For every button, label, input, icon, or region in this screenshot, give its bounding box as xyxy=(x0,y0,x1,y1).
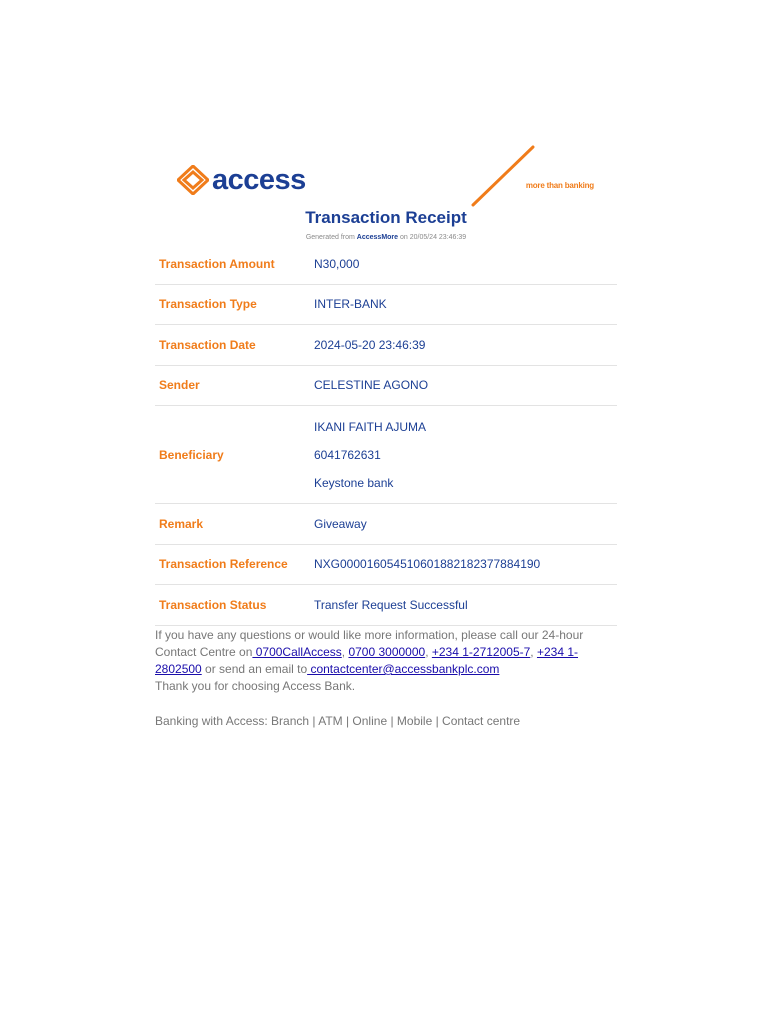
row-transaction-date xyxy=(155,325,617,366)
value-beneficiary xyxy=(314,420,426,490)
generated-note xyxy=(155,234,617,241)
transaction-details-table xyxy=(155,244,617,626)
receipt-footer xyxy=(155,627,617,730)
phone-link-2712005[interactable]: +234 1-2712005-7 xyxy=(431,645,531,659)
banking-channels-text: Banking with Access: Branch | ATM | Online | Mobile | Contact centre xyxy=(155,714,521,728)
value-transaction-reference: NXG000016054510601882182377884190 xyxy=(314,557,541,572)
label-sender: Sender xyxy=(159,378,200,393)
value-transaction-amount: N30,000 xyxy=(314,256,360,271)
value-transaction-date: 2024-05-20 23:46:39 xyxy=(314,337,426,352)
page-title: Transaction Receipt xyxy=(305,208,467,227)
email-link[interactable]: contactcenter@accessbankplc.com xyxy=(307,662,500,676)
access-diamond-logo-icon xyxy=(177,165,209,195)
value-transaction-status: Transfer Request Successful xyxy=(314,597,468,612)
beneficiary-name: IKANI FAITH AJUMA xyxy=(314,419,427,434)
generated-prefix: Generated from xyxy=(305,234,357,241)
label-transaction-date: Transaction Date xyxy=(159,337,256,352)
contact-separator: , xyxy=(425,645,432,659)
label-transaction-reference: Transaction Reference xyxy=(159,557,288,572)
value-remark: Giveaway xyxy=(314,516,367,531)
phone-link-3000000[interactable]: 0700 3000000 xyxy=(348,645,426,659)
contact-separator: , xyxy=(341,645,349,659)
row-beneficiary xyxy=(155,406,617,504)
brand-wordmark: access xyxy=(212,164,306,196)
value-sender: CELESTINE AGONO xyxy=(314,378,429,393)
contact-paragraph xyxy=(155,627,617,678)
label-beneficiary: Beneficiary xyxy=(159,447,224,462)
phone-link-callaccess[interactable]: 0700CallAccess xyxy=(252,645,342,659)
label-transaction-amount: Transaction Amount xyxy=(159,256,275,271)
access-logo xyxy=(177,165,306,195)
tagline: more than banking xyxy=(525,181,594,190)
contact-separator: , xyxy=(530,645,537,659)
row-transaction-amount xyxy=(155,244,617,285)
label-transaction-status: Transaction Status xyxy=(159,597,267,612)
row-transaction-reference xyxy=(155,545,617,586)
value-transaction-type: INTER-BANK xyxy=(314,297,387,312)
thank-you-text: Thank you for choosing Access Bank. xyxy=(155,679,356,693)
label-transaction-type: Transaction Type xyxy=(159,297,257,312)
row-transaction-status xyxy=(155,585,617,626)
row-remark xyxy=(155,504,617,545)
orange-slash-icon xyxy=(470,145,540,207)
beneficiary-bank: Keystone bank xyxy=(314,475,394,490)
generated-timestamp: on 20/05/24 23:46:39 xyxy=(398,234,467,241)
phone-link-2802500[interactable]: +234 1-2802500 xyxy=(155,645,579,676)
email-prefix: or send an email to xyxy=(201,662,308,676)
contact-intro: If you have any questions or would like more information, please call our 24-hour Contact Centre on xyxy=(155,628,584,659)
row-transaction-type xyxy=(155,285,617,326)
beneficiary-account: 6041762631 xyxy=(314,447,381,462)
receipt-header xyxy=(155,145,617,207)
row-sender xyxy=(155,366,617,407)
generated-app: AccessMore xyxy=(356,234,399,241)
label-remark: Remark xyxy=(159,516,204,531)
